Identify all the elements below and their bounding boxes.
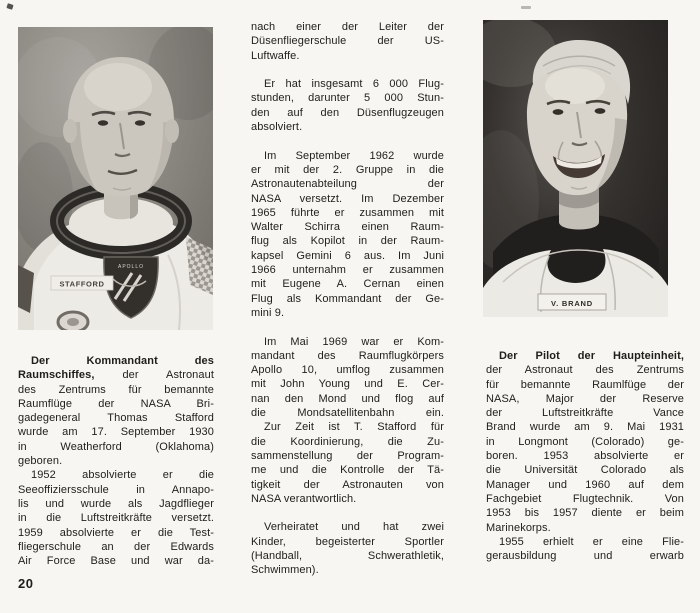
body-text: 1966 unternahm er zusammen (251, 264, 444, 277)
body-text: mit John Young und E. Cer- (251, 378, 444, 391)
body-text: Flug als Kommandant der Ge- (251, 292, 444, 305)
body-text: 1959 absolvierte er die Test- (18, 526, 214, 539)
body-text: absolviert. (251, 121, 303, 134)
text-line (486, 478, 684, 492)
body-text: boren. 1953 absolvierte er (486, 450, 684, 463)
text-line (18, 554, 214, 568)
paragraph-gap (251, 320, 444, 334)
text-line (486, 420, 684, 434)
stafford-photo (18, 27, 213, 330)
bold-lead-text: Raumschiffes, (18, 369, 95, 382)
body-text: sammenstellung der Program- (251, 449, 444, 462)
body-text: Walter Schirra einen Raum- (251, 221, 444, 234)
body-text: Brand wurde am 9. Mai 1931 (486, 421, 684, 434)
text-line (251, 277, 444, 291)
text-line (251, 91, 444, 105)
text-line (486, 449, 684, 463)
brand-name-tag (538, 294, 606, 310)
paragraph-gap (251, 63, 444, 77)
brand-photo (483, 20, 668, 317)
text-line (486, 463, 684, 477)
body-text: Luftwaffe. (251, 49, 300, 62)
patch-text: APOLLO (117, 264, 145, 270)
body-text: kapsel Gemini 6 aus. Im Juni (251, 249, 444, 262)
text-line (18, 397, 214, 411)
text-line (251, 406, 444, 420)
body-text: der Astronaut (94, 369, 214, 382)
text-line (486, 435, 684, 449)
text-line (18, 411, 214, 425)
text-line (486, 378, 684, 392)
body-text: tigkeit der Astronauten von (251, 478, 444, 491)
text-line (18, 383, 214, 397)
body-text: Raumflüge der NASA Bri- (18, 397, 214, 410)
body-text: die Universität Colorado als (486, 464, 684, 477)
brand-portrait-illustration (483, 20, 668, 317)
text-line (18, 440, 214, 454)
text-line (251, 363, 444, 377)
text-line (486, 363, 684, 377)
text-line (251, 549, 444, 563)
text-line (251, 463, 444, 477)
body-text: Zur Zeit ist T. Stafford für (264, 421, 444, 434)
text-line (18, 511, 214, 525)
body-text: Apollo 10, umflog zusammen (251, 364, 444, 377)
text-line (18, 425, 214, 439)
body-text: Marinekorps. (486, 521, 551, 534)
body-text: me und die Kontrolle der Tä- (251, 464, 444, 477)
stafford-portrait-illustration (18, 27, 213, 330)
text-line (251, 392, 444, 406)
text-line (251, 449, 444, 463)
text-line (486, 506, 684, 520)
text-line (251, 535, 444, 549)
body-text: stunden, darunter 5 000 Stun- (251, 92, 444, 105)
text-line (251, 192, 444, 206)
text-line (486, 392, 684, 406)
body-text: in Longmont (Colorado) ge- (486, 435, 684, 448)
text-line (18, 368, 214, 382)
print-speck (6, 3, 13, 10)
body-text: Manager und 1960 auf dem (486, 478, 684, 491)
text-line (18, 354, 214, 368)
body-text: gadegeneral Thomas Stafford (18, 412, 214, 425)
bold-lead-text: Der Kommandant des (31, 355, 214, 367)
text-line (18, 483, 214, 497)
middle-column-text (251, 20, 444, 578)
body-text: 1955 erhielt er eine Flie- (499, 535, 684, 548)
body-text: Kinder, begeisterter Sportler (251, 535, 444, 548)
body-text: des Zentrums für bemannte (18, 383, 214, 396)
body-text: NASA versetzt. Im Dezember (251, 192, 444, 205)
text-line (251, 349, 444, 363)
body-text: Schwimmen). (251, 564, 319, 577)
text-line (251, 249, 444, 263)
body-text: fliegerschule an der Edwards (18, 540, 214, 553)
text-line (486, 349, 684, 363)
right-column-text (486, 349, 684, 563)
page-number: 20 (18, 576, 34, 591)
text-line (251, 163, 444, 177)
body-text: mini 9. (251, 306, 285, 319)
body-text: in Weatherford (Oklahoma) (18, 440, 214, 453)
body-text: NASA, Major der Reserve (486, 392, 684, 405)
stafford-name-tag (51, 276, 113, 290)
brand-name-tag-text: V. BRAND (551, 299, 593, 308)
text-line (251, 292, 444, 306)
text-line (251, 206, 444, 220)
body-text: mit Eugene A. Cernan einen (251, 278, 444, 291)
body-text: 1952 absolvierte er die (31, 469, 214, 482)
text-line (486, 549, 684, 563)
body-text: wurde am 17. September 1930 (18, 426, 214, 439)
text-line (18, 526, 214, 540)
body-text: Fachgebiet Flugtechnik. Von (486, 492, 684, 505)
bold-lead-text: Der Pilot der Haupteinheit, (499, 350, 684, 362)
body-text: lis und wurde als Jagdflieger (18, 497, 214, 510)
body-text: Im Mai 1969 war er Kom- (264, 335, 444, 348)
text-line (251, 435, 444, 449)
body-text: der Astronaut des Zentrums (486, 364, 684, 377)
body-text: gerausbildung und erwarb (486, 550, 684, 563)
text-line (486, 492, 684, 506)
text-line (18, 540, 214, 554)
body-text: flug als Kopilot in der Raum- (251, 235, 444, 248)
body-text: Astronautenabteilung der (251, 178, 444, 191)
body-text: Seeoffiziersschule in Annapo- (18, 483, 214, 496)
text-line (251, 420, 444, 434)
text-line (251, 563, 444, 577)
text-line (486, 521, 684, 535)
body-text: in die Luftstreitkräfte versetzt. (18, 512, 214, 525)
left-column-text (18, 354, 214, 568)
body-text: er mit der 2. Gruppe in die (251, 163, 444, 176)
body-text: geboren. (18, 455, 63, 468)
text-line (251, 49, 444, 63)
text-line (251, 306, 444, 320)
print-speck (521, 6, 531, 9)
text-line (251, 20, 444, 34)
body-text: Air Force Base und war da- (18, 555, 214, 568)
text-line (251, 492, 444, 506)
text-line (18, 468, 214, 482)
text-line (251, 335, 444, 349)
body-text: für bemannte Raumlfüge der (486, 378, 684, 391)
text-line (251, 263, 444, 277)
text-line (251, 520, 444, 534)
text-line (486, 406, 684, 420)
text-line (251, 177, 444, 191)
body-text: nan den Mond und flog auf (251, 392, 444, 405)
body-text: (Handball, Schwerathletik, (251, 549, 444, 562)
body-text: den auf den Düsenflugzeugen (251, 106, 444, 119)
text-line (251, 77, 444, 91)
text-line (251, 478, 444, 492)
body-text: Im September 1962 wurde (264, 149, 444, 162)
body-text: die Koordinierung, die Zu- (251, 435, 444, 448)
text-line (251, 220, 444, 234)
stafford-name-tag-text: STAFFORD (59, 279, 105, 289)
text-line (251, 377, 444, 391)
body-text: 1965 führte er zusammen mit (251, 206, 444, 219)
text-line (18, 454, 214, 468)
body-text: 1953 bis 1957 diente er beim (486, 507, 684, 520)
text-line (251, 106, 444, 120)
body-text: mandant des Raumflugkörpers (251, 349, 444, 362)
body-text: Düsenfliegerschule der US- (251, 35, 444, 48)
body-text: Verheiratet und hat zwei (264, 521, 444, 534)
text-line (251, 234, 444, 248)
body-text: Er hat insgesamt 6 000 Flug- (264, 78, 444, 91)
text-line (251, 34, 444, 48)
text-line (486, 535, 684, 549)
text-line (251, 149, 444, 163)
paragraph-gap (251, 506, 444, 520)
body-text: nach einer der Leiter der (251, 21, 444, 33)
paragraph-gap (251, 134, 444, 148)
text-line (18, 497, 214, 511)
body-text: der Luftstreitkräfte Vance (486, 407, 684, 420)
text-line (251, 120, 444, 134)
body-text: NASA verantwortlich. (251, 492, 357, 505)
body-text: die Mondsatellitenbahn ein. (251, 407, 444, 420)
